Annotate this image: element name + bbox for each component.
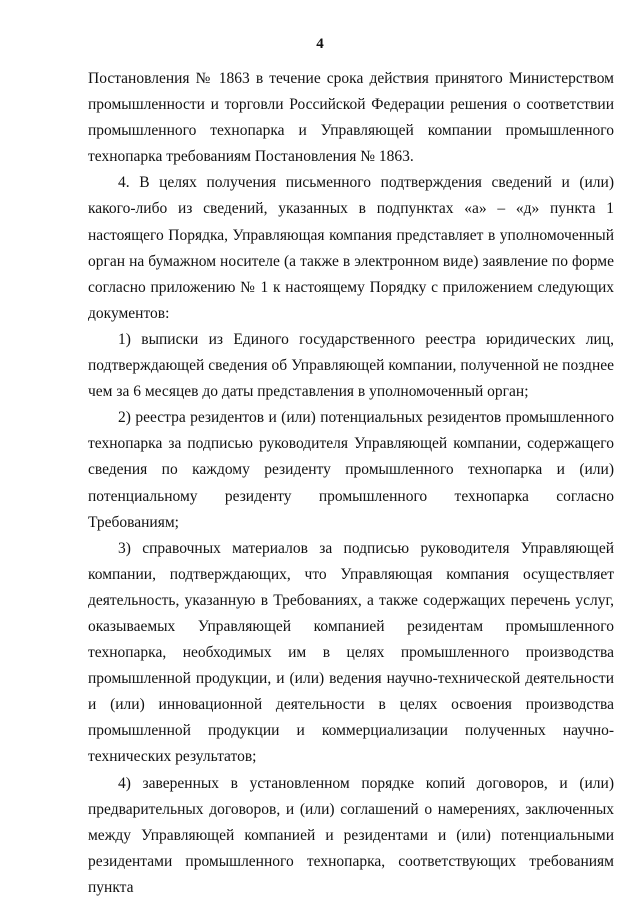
paragraph-continuation: Постановления № 1863 в течение срока действия принятого Министерством промышленности и торговли Российской Федерации решения о соответствии промышленного технопарка и Управляющей компании промышленного технопарка требованиям Постановления № 1863.: [88, 70, 614, 166]
list-item-4: 4) заверенных в установленном порядке копий договоров, и (или) предварительных договоров, и (или) соглашений о намерениях, заключенных между Управляющей компанией и резидентами и (или) потенциальными резидентами промышленного технопарка, соответствующих требованиям пункта: [88, 774, 614, 896]
paragraph-clause-4: 4. В целях получения письменного подтверждения сведений и (или) какого-либо из сведений, указанных в подпунктах «а» – «д» пункта 1 настоящего Порядка, Управляющая компания представляет в уполномоченный орган на бумажном носителе (а также в электронном виде) заявление по форме согласно приложению № 1 к настоящему Порядку с приложением следующих документов:: [88, 174, 614, 322]
list-item-3: 3) справочных материалов за подписью руководителя Управляющей компании, подтверждающих, что Управляющая компания осуществляет деятельность, указанную в Требованиях, а также содержащих перечень услуг, оказываемых Управляющей компанией резидентам промышленного технопарка, необходимых им в целях промышленного производства промышленной продукции, и (или) ведения научно-технической деятельности и (или) инновационной деятельности в целях освоения производства промышленной продукции и коммерциализации полученных научно-технических результатов;: [88, 539, 614, 766]
document-body: [88, 66, 614, 901]
page-number: 4: [316, 36, 324, 52]
list-item-2: 2) реестра резидентов и (или) потенциальных резидентов промышленного технопарка за подписью руководителя Управляющей компании, содержащего сведения по каждому резиденту промышленного технопарка и (или) потенциальному резиденту промышленного технопарка согласно Требованиям;: [88, 409, 614, 531]
list-item-1: 1) выписки из Единого государственного реестра юридических лиц, подтверждающей сведения об Управляющей компании, полученной не позднее чем за 6 месяцев до даты представления в уполномоченный орган;: [88, 330, 614, 401]
